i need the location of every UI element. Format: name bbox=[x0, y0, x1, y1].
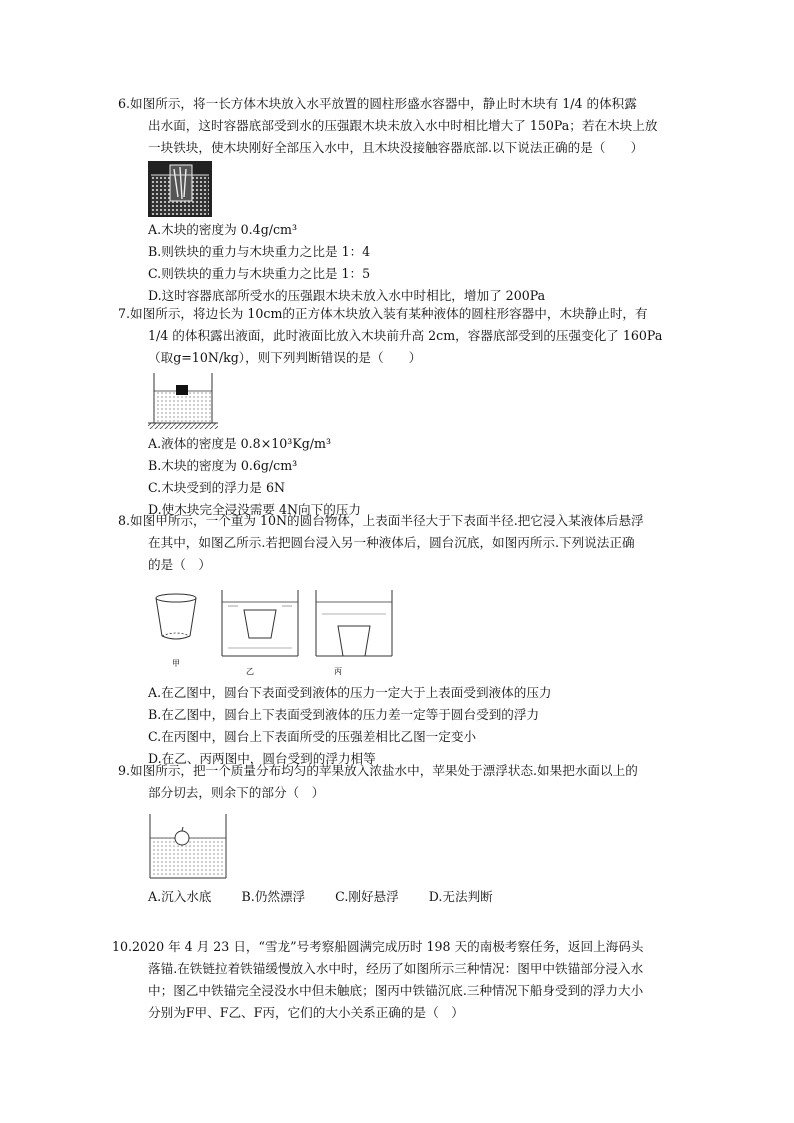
question-number: 7. bbox=[118, 306, 131, 321]
frustum-figures bbox=[148, 586, 398, 678]
apple-in-salt-water-figure bbox=[148, 812, 230, 882]
stem-line: 如图所示，把一个质量分布均匀的苹果放入浓盐水中，苹果处于漂浮状态.如果把水面以上的 bbox=[130, 763, 638, 778]
question-number: 9. bbox=[118, 763, 131, 778]
stem-line: （取g=10N/kg），则下列判断错误的是（ ） bbox=[148, 350, 422, 365]
option-c: C.则铁块的重力与木块重力之比是 1：5 bbox=[148, 266, 371, 281]
stem-line: 一块铁块，使木块刚好全部压入水中，且木块没接触容器底部.以下说法正确的是（ ） bbox=[148, 140, 644, 155]
option-c: C.在丙图中，圆台上下表面所受的压强差相比乙图一定变小 bbox=[148, 729, 477, 744]
stem-line: 如图所示，将一长方体木块放入水平放置的圆柱形盛水容器中，静止时木块有 1/4 的体积露 bbox=[130, 96, 637, 111]
option-d: D.无法判断 bbox=[428, 889, 493, 904]
figure-label-bing: 丙 bbox=[334, 667, 342, 676]
figure-label-jia: 甲 bbox=[172, 659, 180, 668]
option-a: A.液体的密度是 0.8×10³Kg/m³ bbox=[148, 436, 332, 451]
option-b: B.在乙图中，圆台上下表面受到液体的压力差一定等于圆台受到的浮力 bbox=[148, 707, 540, 722]
frustum-figure-bing bbox=[316, 590, 392, 676]
cube-in-liquid-figure bbox=[148, 371, 218, 431]
frustum-figure-jia bbox=[156, 594, 196, 668]
stem-line: 出水面，这时容器底部受到水的压强跟木块未放入水中时相比增大了 150Pa；若在木块上放 bbox=[148, 118, 658, 133]
options-row bbox=[118, 886, 698, 908]
question-6 bbox=[118, 93, 698, 307]
stem-line: 的是（ ） bbox=[148, 557, 211, 572]
question-8 bbox=[118, 510, 698, 770]
stem-line: 中；图乙中铁锚完全浸没水中但未触底；图丙中铁锚沉底.三种情况下船身受到的浮力大小 bbox=[148, 983, 644, 998]
stem-line: 2020 年 4 月 23 日，“雪龙”号考察船圆满完成历时 198 天的南极考察任务，返回上海码头 bbox=[132, 939, 644, 954]
stem-line: 落锚.在铁链拉着铁锚缓慢放入水中时，经历了如图所示三种情况：图甲中铁锚部分浸入水 bbox=[148, 961, 644, 976]
stem-line: 1/4 的体积露出液面，此时液面比放入木块前升高 2cm，容器底部受到的压强变化了 160Pa bbox=[148, 328, 663, 343]
stem-line: 分别为F甲、F乙、F丙，它们的大小关系正确的是（ ） bbox=[148, 1005, 464, 1020]
option-d: D.在乙、丙两图中，圆台受到的浮力相等 bbox=[148, 751, 376, 766]
option-a: A.在乙图中，圆台下表面受到液体的压力一定大于上表面受到液体的压力 bbox=[148, 685, 552, 700]
option-a: A.木块的密度为 0.4g/cm³ bbox=[148, 222, 298, 237]
stem-line: 如图甲所示，一个重为 10N的圆台物体，上表面半径大于下表面半径.把它浸入某液体后悬浮 bbox=[130, 513, 644, 528]
wooden-block-container-figure bbox=[148, 161, 212, 217]
question-9 bbox=[118, 760, 698, 908]
option-a: A.沉入水底 bbox=[148, 889, 212, 904]
option-b: B.仍然漂浮 bbox=[241, 889, 306, 904]
stem-line: 部分切去，则余下的部分（ ） bbox=[148, 785, 325, 800]
option-c: C.木块受到的浮力是 6N bbox=[148, 480, 285, 495]
stem-line: 在其中，如图乙所示.若把圆台浸入另一种液体后，圆台沉底，如图丙所示.下列说法正确 bbox=[148, 535, 635, 550]
question-number: 10. bbox=[112, 939, 133, 954]
stem-line: 如图所示，将边长为 10cm的正方体木块放入装有某种液体的圆柱形容器中，木块静止时，有 bbox=[130, 306, 648, 321]
question-number: 8. bbox=[118, 513, 131, 528]
option-b: B.木块的密度为 0.6g/cm³ bbox=[148, 458, 298, 473]
option-c: C.刚好悬浮 bbox=[335, 889, 399, 904]
question-7 bbox=[118, 303, 698, 521]
question-number: 6. bbox=[118, 96, 131, 111]
option-d: D.使木块完全浸没需要 4N向下的压力 bbox=[148, 502, 361, 517]
option-b: B.则铁块的重力与木块重力之比是 1：4 bbox=[148, 244, 371, 259]
question-10 bbox=[112, 936, 698, 1024]
option-d: D.这时容器底部所受水的压强跟木块未放入水中时相比，增加了 200Pa bbox=[148, 288, 546, 303]
frustum-figure-yi bbox=[222, 590, 298, 676]
figure-label-yi: 乙 bbox=[246, 667, 254, 676]
